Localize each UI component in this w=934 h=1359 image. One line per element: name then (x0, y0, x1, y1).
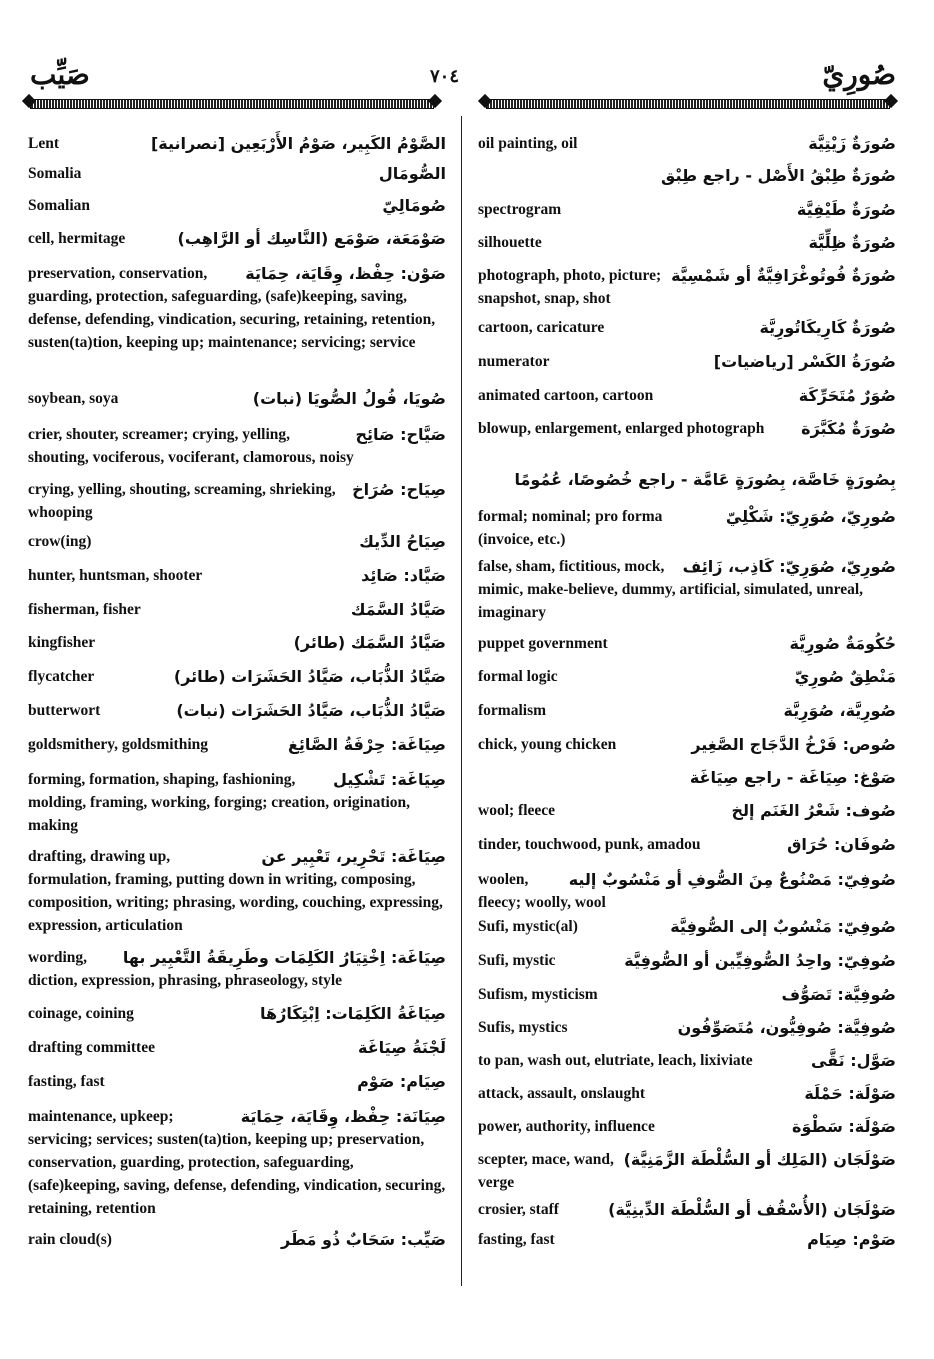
arabic-headword: صُوفَان: حُرَاق (787, 835, 896, 854)
dictionary-entry (28, 733, 446, 756)
arabic-headword: صِيَاغَة: تَشْكِيل (332, 770, 446, 789)
arabic-headword: صُوف: شَعْرُ الغَنَم إلخ (731, 801, 896, 820)
dictionary-entry (478, 350, 896, 373)
english-translation: Somalian (28, 197, 91, 214)
english-translation: fasting, fast (478, 1231, 555, 1248)
english-translation: crow(ing) (28, 533, 92, 550)
dictionary-entry (28, 1002, 446, 1025)
english-translation: kingfisher (28, 634, 96, 651)
arabic-headword: صُورَةٌ طِبْقُ الأَصْل - راجع طِبْق (661, 166, 896, 185)
arabic-headword: صُوفِيَّة: صُوفِيُّون، مُتَصَوِّفُون (677, 1018, 896, 1037)
arabic-headword: صَوْمَعَة، صَوْمَع (النَّاسِك أو الرَّاهِب) (177, 229, 446, 248)
arabic-headword: بِصُورَةٍ خَاصَّة، بِصُورَةٍ عَامَّة - راجع خُصُوصًا، عُمُومًا (514, 470, 896, 489)
english-translation: puppet government (478, 635, 608, 652)
dictionary-entry (478, 1198, 896, 1221)
arabic-headword: صُورِيّ، صُوَرِيّ: شَكْلِيّ (725, 507, 896, 526)
dictionary-entry (478, 555, 896, 624)
dictionary-entry (478, 1148, 896, 1194)
dictionary-entry (478, 665, 896, 688)
dictionary-entry (478, 198, 896, 221)
arabic-headword: صَيَّادُ الذُّبَاب، صَيَّادُ الحَشَرَات (طائر) (173, 667, 446, 686)
dictionary-entry (28, 530, 446, 553)
english-translation: attack, assault, onslaught (478, 1085, 646, 1102)
arabic-headword: صِيَاغَةُ الكَلِمَات: اِبْتِكَارُهَا (260, 1004, 446, 1023)
dictionary-entry (28, 162, 446, 185)
arabic-headword: صُوفِيَّة: تَصَوُّف (781, 985, 896, 1004)
arabic-headword: صَيَّاح: صَائِح (355, 425, 446, 444)
english-translation: Sufism, mysticism (478, 986, 598, 1003)
english-translation: maintenance, upkeep; servicing; services; susten(ta)tion, keeping up; preservation, conservation, guarding, protection, safeguarding, (safe)keeping, saving, defense, defending, vindication, securing, retaining, retention (28, 1108, 446, 1217)
english-translation: fasting, fast (28, 1073, 105, 1090)
dictionary-entry (478, 1228, 896, 1251)
dictionary-entry (28, 1105, 446, 1220)
english-translation: false, sham, fictitious, mock, mimic, make-believe, dummy, artificial, simulated, unreal, imaginary (478, 558, 864, 621)
dictionary-entry (28, 665, 446, 688)
dictionary-entry (28, 598, 446, 621)
arabic-headword: صُوص: فَرْخُ الدَّجَاج الصَّغِير (691, 735, 896, 754)
english-translation: photograph, photo, picture; snapshot, snap, shot (478, 267, 662, 307)
arabic-headword: صُوَرٌ مُتَحَرِّكَة (798, 386, 896, 405)
english-translation: cartoon, caricature (478, 319, 605, 336)
english-translation: flycatcher (28, 668, 95, 685)
english-translation: power, authority, influence (478, 1118, 655, 1135)
dictionary-entry (28, 946, 446, 992)
arabic-headword: صَوَّل: نَقَّى (810, 1051, 896, 1070)
header-guide-word-left: صَيِّب (30, 58, 90, 91)
english-translation: scepter, mace, wand, verge (478, 1151, 614, 1191)
dictionary-entry (28, 423, 446, 469)
arabic-headword: صُورَةٌ ظِلِّيَّة (808, 233, 896, 252)
dictionary-entry (478, 384, 896, 407)
dictionary-entry (28, 768, 446, 837)
dictionary-entry (478, 949, 896, 972)
dictionary-entry (478, 915, 896, 938)
dictionary-entry (478, 799, 896, 822)
arabic-headword: صَيَّادُ الذُّبَاب، صَيَّادُ الحَشَرَات (نبات) (176, 701, 446, 720)
english-translation: numerator (478, 353, 550, 370)
english-translation: rain cloud(s) (28, 1231, 112, 1248)
arabic-headword: صُورَةٌ زَيْتِيَّة (808, 134, 896, 153)
dictionary-entry (478, 733, 896, 756)
arabic-headword: صَوْن: حِفْظ، وِقَايَة، حِمَايَة (245, 264, 446, 283)
dictionary-entry (28, 564, 446, 587)
arabic-headword: صُورَةٌ فُوتُوغْرَافِيَّةٌ أو شَمْسِيَّة (671, 266, 896, 285)
english-translation: wool; fleece (478, 802, 556, 819)
arabic-headword: صَيَّادُ السَّمَك (350, 600, 446, 619)
english-translation: hunter, huntsman, shooter (28, 567, 203, 584)
dictionary-entry (478, 164, 896, 187)
dictionary-entry (478, 1016, 896, 1039)
english-translation: drafting committee (28, 1039, 155, 1056)
dictionary-entry (28, 1036, 446, 1059)
arabic-headword: صَوْلَة: سَطْوَة (792, 1117, 896, 1136)
arabic-headword: صِيَاغَة: اِخْتِيَارُ الكَلِمَات وطَرِيقَةُ التَّعْبِير بها (122, 948, 446, 967)
english-translation: Somalia (28, 165, 82, 182)
english-translation: preservation, conservation, guarding, protection, safeguarding, (safe)keeping, saving, defense, defending, vindication, securing, retaining, retention, susten(ta)tion, keeping up; maintenance; servicing; service (28, 265, 436, 351)
dictionary-entry (478, 868, 896, 914)
dictionary-entry (478, 833, 896, 856)
english-translation: formal; nominal; pro forma (invoice, etc.) (478, 508, 663, 548)
dictionary-entry (28, 1070, 446, 1093)
english-translation: woolen, fleecy; woolly, wool (478, 871, 606, 911)
english-translation: wording, diction, expression, phrasing, phraseology, style (28, 949, 343, 989)
english-translation: drafting, drawing up, formulation, framing, putting down in writing, composing, composition, writing; phrasing, wording, couching, expressing, expression, articulation (28, 848, 443, 934)
dictionary-entry (28, 387, 446, 410)
english-translation: soybean, soya (28, 390, 119, 407)
english-translation: crying, yelling, shouting, screaming, shrieking, whooping (28, 481, 336, 521)
dictionary-entry (478, 417, 896, 440)
dictionary-entry (478, 316, 896, 339)
arabic-headword: صِيَاحُ الدِّيك (359, 532, 446, 551)
english-translation: Sufis, mystics (478, 1019, 568, 1036)
english-translation: oil painting, oil (478, 135, 578, 152)
arabic-headword: مَنْطِقٌ صُورِيّ (794, 667, 896, 686)
arabic-headword: الصَّوْمُ الكَبِير، صَوْمُ الأَرْبَعِين [نصرانية] (150, 134, 446, 153)
arabic-headword: صُوفِيّ: مَصْنُوعٌ مِنَ الصُّوفِ أو مَنْسُوبٌ إليه (568, 870, 896, 889)
dictionary-entry (28, 227, 446, 250)
dictionary-entry (28, 262, 446, 354)
dictionary-entry (478, 231, 896, 254)
dictionary-entry (478, 1049, 896, 1072)
english-translation: forming, formation, shaping, fashioning, molding, framing, working, forging; creation, origination, making (28, 771, 411, 834)
arabic-headword: صِيَاغَة: تَحْرِير، تَعْبِير عن (261, 847, 446, 866)
arabic-headword: صِيَام: صَوْم (357, 1072, 446, 1091)
dictionary-entry (478, 632, 896, 655)
arabic-headword: صَوْلَجَان (الأُسْقُف أو السُّلْطَة الدِّينِيَّة) (608, 1200, 896, 1219)
page-number: ٧٠٤ (430, 66, 460, 87)
column-divider (461, 116, 462, 1286)
english-translation: crier, shouter, screamer; crying, yelling, shouting, vociferous, vociferant, clamorous, noisy (28, 426, 354, 466)
dictionary-entry (28, 194, 446, 217)
dictionary-entry (28, 631, 446, 654)
english-translation: Sufi, mystic(al) (478, 918, 578, 935)
arabic-headword: صُورِيَّة، صُوَرِيَّة (783, 701, 896, 720)
arabic-headword: صُوفِيّ: واحِدُ الصُّوفِيِّين أو الصُّوفِيَّة (624, 951, 896, 970)
header-guide-word-right: صُورِيّ (822, 58, 896, 91)
arabic-headword: صَيِّب: سَحَابٌ ذُو مَطَر (281, 1230, 446, 1249)
dictionary-entry (478, 1115, 896, 1138)
english-translation: coinage, coining (28, 1005, 134, 1022)
dictionary-entry (28, 1228, 446, 1251)
dictionary-entry (28, 845, 446, 937)
arabic-headword: حُكُومَةٌ صُورِيَّة (789, 634, 896, 653)
english-translation: fisherman, fisher (28, 601, 141, 618)
english-translation: chick, young chicken (478, 736, 617, 753)
arabic-headword: صَوْغ: صِيَاغَة - راجع صِيَاغَة (689, 768, 896, 787)
english-translation: cell, hermitage (28, 230, 126, 247)
arabic-headword: صَيَّاد: صَائِد (361, 566, 446, 585)
arabic-headword: صَيَّادُ السَّمَك (طائر) (293, 633, 446, 652)
arabic-headword: صِيَاغَة: حِرْفَةُ الصَّائِغ (287, 735, 446, 754)
arabic-headword: صُورَةٌ مُكَبَّرَة (801, 419, 896, 438)
english-translation: goldsmithery, goldsmithing (28, 736, 208, 753)
dictionary-entry (28, 132, 446, 155)
arabic-headword: صُورَةُ الكَسْر [رياضيات] (713, 352, 896, 371)
dictionary-entry (478, 468, 896, 491)
english-translation: tinder, touchwood, punk, amadou (478, 836, 701, 853)
arabic-headword: صَوْلَجَان (المَلِك أو السُّلْطَة الزَّمَنِيَّة) (623, 1150, 896, 1169)
arabic-headword: صُورِيّ، صُوَرِيّ: كَاذِب، زَائِف (682, 557, 896, 576)
english-translation: spectrogram (478, 201, 562, 218)
dictionary-entry (478, 766, 896, 789)
english-translation: crosier, staff (478, 1201, 559, 1218)
english-translation: animated cartoon, cartoon (478, 387, 654, 404)
dictionary-entry (28, 699, 446, 722)
arabic-headword: صِيَاح: صُرَاخ (352, 480, 446, 499)
arabic-headword: لَجْنَةُ صِيَاغَة (358, 1038, 446, 1057)
dictionary-entry (478, 699, 896, 722)
arabic-headword: صَوْلَة: حَمْلَة (804, 1084, 896, 1103)
arabic-headword: صُومَالِيّ (382, 196, 446, 215)
arabic-headword: صِيَانَة: حِفْظ، وِقَايَة، حِمَايَة (240, 1107, 446, 1126)
english-translation: Sufi, mystic (478, 952, 556, 969)
english-translation: blowup, enlargement, enlarged photograph (478, 420, 765, 437)
dictionary-entry (478, 1082, 896, 1105)
english-translation: to pan, wash out, elutriate, leach, lixiviate (478, 1052, 753, 1069)
english-translation: silhouette (478, 234, 542, 251)
dictionary-entry (28, 478, 446, 524)
header-ornament-rule-left (22, 96, 442, 110)
dictionary-entry (478, 983, 896, 1006)
dictionary-entry (478, 132, 896, 155)
arabic-headword: صُورَةٌ كَارِيكَاتُورِيَّة (759, 318, 896, 337)
dictionary-entry (478, 264, 896, 310)
header-ornament-rule-right (478, 96, 898, 110)
arabic-headword: صُويَا، فُولُ الصُّويَا (نبات) (252, 389, 446, 408)
arabic-headword: صُوفِيّ: مَنْسُوبٌ إلى الصُّوفِيَّة (670, 917, 896, 936)
arabic-headword: صُورَةٌ طَيْفِيَّة (796, 200, 896, 219)
english-translation: formalism (478, 702, 547, 719)
english-translation: butterwort (28, 702, 101, 719)
arabic-headword: صَوْم: صِيَام (807, 1230, 896, 1249)
dictionary-entry (478, 505, 896, 551)
english-translation: formal logic (478, 668, 558, 685)
arabic-headword: الصُّومَال (378, 164, 446, 183)
english-translation: Lent (28, 135, 59, 152)
